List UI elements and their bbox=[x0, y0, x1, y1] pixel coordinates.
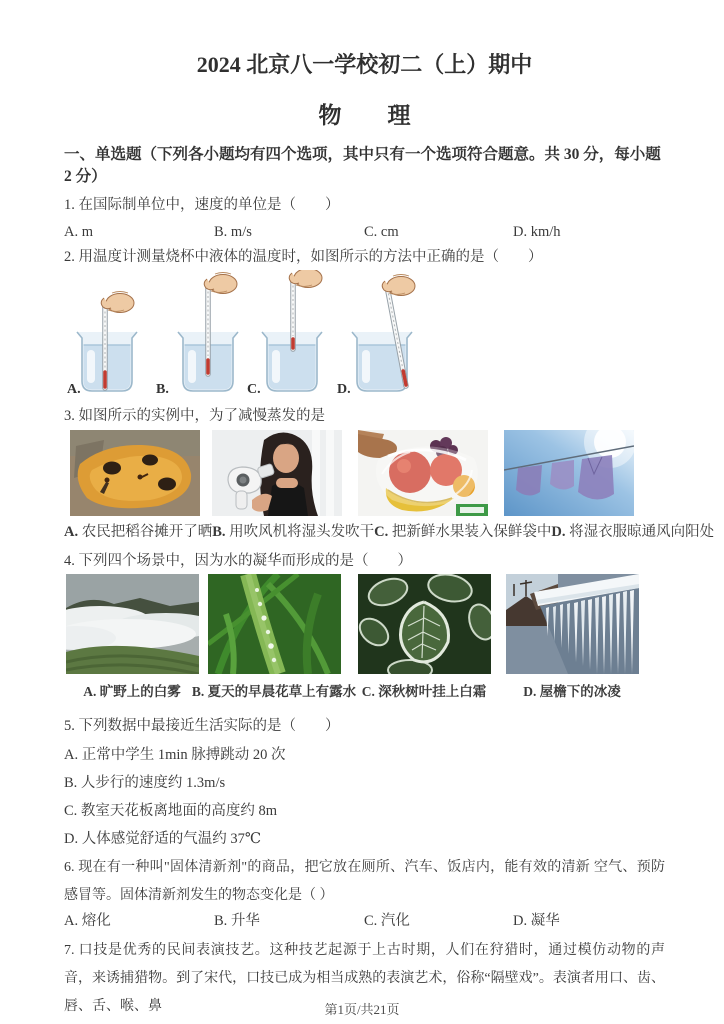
section-heading: 一、单选题（下列各小题均有四个选项，其中只有一个选项符合题意。共 30 分，每小题 2 分） bbox=[64, 146, 661, 185]
question-5-stem: 5. 下列数据中最接近生活实际的是（ ） bbox=[64, 718, 340, 734]
question-2-stem: 2. 用温度计测量烧杯中液体的温度时，如图所示的方法中正确的是（ ） bbox=[64, 249, 543, 265]
caption-icicle: D. 屋檐下的冰凌 bbox=[523, 684, 621, 699]
option-label: B. 升华 bbox=[214, 913, 260, 929]
figure-label-b: B. bbox=[156, 382, 169, 397]
question-4-stem: 4. 下列四个场景中，因为水的凝华而形成的是（ ） bbox=[64, 553, 412, 569]
question-4-captions bbox=[64, 680, 665, 702]
question-2-figure bbox=[64, 270, 665, 400]
figure-label-d: D. bbox=[337, 382, 351, 397]
thermometer-diagram-d bbox=[330, 270, 435, 398]
caption-b: B. 用吹风机将湿头发吹干 bbox=[212, 524, 375, 540]
question-7-stem: 7. 口技是优秀的民间表演技艺。这种技艺起源于上古时期，人们在狩猎时，通过模仿动物的声音，来诱捕猎物。到了宋代，口技已成为相当成熟的表演艺术，俗称“隔壁戏”。表演者用口、齿、唇、舌、喉、鼻 bbox=[64, 943, 665, 1014]
question-1-stem: 1. 在国际制单位中，速度的单位是（ ） bbox=[64, 197, 340, 213]
page-title: 2024 北京八一学校初二（上）期中 bbox=[196, 52, 533, 77]
caption-dew: B. 夏天的早晨花草上有露水 bbox=[191, 684, 357, 699]
question-3-photos bbox=[64, 430, 665, 516]
photo-clothes-in-sun bbox=[504, 430, 634, 516]
figure-label-c: C. bbox=[247, 382, 261, 397]
thermometer-diagram-a bbox=[55, 270, 160, 398]
option-label: C. 教室天花板离地面的高度约 8m bbox=[64, 803, 278, 819]
option-label: C. cm bbox=[364, 224, 399, 240]
caption-d: D. 将湿衣服晾通风向阳处 bbox=[551, 524, 715, 540]
subject-title: 物 理 bbox=[318, 103, 411, 128]
option-label: A. 正常中学生 1min 脉搏跳动 20 次 bbox=[64, 747, 286, 763]
option-label: C. 汽化 bbox=[364, 913, 410, 929]
question-3-stem: 3. 如图所示的实例中，为了减慢蒸发的是 bbox=[64, 408, 325, 424]
photo-fruit-plastic-wrap bbox=[358, 430, 488, 516]
question-3-captions bbox=[64, 521, 715, 543]
question-4-photos bbox=[64, 574, 665, 674]
option-label: D. 人体感觉舒适的气温约 37℃ bbox=[64, 831, 262, 847]
page-content bbox=[64, 0, 715, 1021]
question-6-options bbox=[64, 910, 665, 932]
photo-frost-on-leaves bbox=[358, 574, 491, 674]
page-number: 第1页/共21页 bbox=[324, 1002, 400, 1017]
photo-grain-drying bbox=[70, 430, 200, 516]
option-label: D. 凝华 bbox=[513, 913, 560, 929]
option-label: B. 人步行的速度约 1.3m/s bbox=[64, 775, 226, 791]
caption-c: C. 把新鲜水果装入保鲜袋中 bbox=[374, 524, 552, 540]
option-label: A. 熔化 bbox=[64, 913, 111, 929]
photo-icicles-under-eaves bbox=[506, 574, 639, 674]
caption-frost: C. 深秋树叶挂上白霜 bbox=[361, 684, 487, 699]
option-label: D. km/h bbox=[513, 224, 561, 240]
question-5-options bbox=[64, 741, 665, 853]
caption-a: A. 农民把稻谷摊开了晒 bbox=[64, 524, 213, 540]
caption-fog: A. 旷野上的白雾 bbox=[83, 684, 181, 699]
question-1-options bbox=[64, 221, 665, 243]
photo-fog-over-field bbox=[66, 574, 199, 674]
photo-hair-dryer bbox=[212, 430, 342, 516]
figure-label-a: A. bbox=[67, 382, 81, 397]
option-label: B. m/s bbox=[214, 224, 252, 240]
option-label: A. m bbox=[64, 224, 93, 240]
question-6-stem: 6. 现在有一种叫"固体清新剂"的商品，把它放在厕所、汽车、饭店内，能有效的清新 空气、预防感冒等。固体清新剂发生的物态变化是（ ） bbox=[64, 860, 665, 903]
photo-dew-on-grass bbox=[208, 574, 341, 674]
